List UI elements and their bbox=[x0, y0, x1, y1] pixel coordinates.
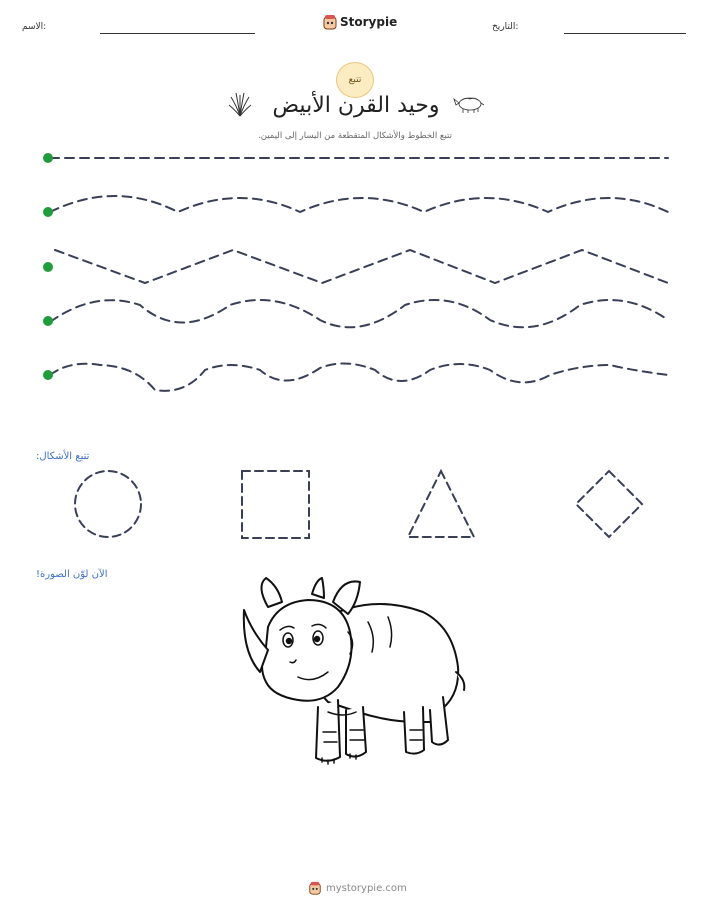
start-dot bbox=[43, 153, 53, 163]
tracing-shapes bbox=[0, 465, 709, 540]
footer bbox=[308, 881, 407, 895]
trace-shape-triangle[interactable] bbox=[408, 471, 474, 537]
storypie-logo-icon bbox=[323, 14, 337, 30]
tracing-lines bbox=[0, 140, 709, 400]
trace-line-wave[interactable] bbox=[50, 300, 668, 327]
trace-shape-square[interactable] bbox=[242, 471, 309, 538]
footer-url[interactable]: mystorypie.com bbox=[326, 882, 407, 894]
rhino-coloring-image[interactable] bbox=[238, 572, 470, 768]
date-line[interactable] bbox=[564, 33, 686, 34]
start-dot bbox=[43, 370, 53, 380]
trace-shape-diamond[interactable] bbox=[576, 471, 642, 537]
rhino-icon bbox=[452, 94, 486, 114]
trace-line-tight-wave[interactable] bbox=[50, 363, 668, 390]
storypie-logo-icon bbox=[308, 881, 322, 895]
trace-line-gentle-wave[interactable] bbox=[50, 196, 668, 212]
brand-name: Storypie bbox=[340, 15, 398, 29]
grass-icon bbox=[228, 91, 252, 117]
start-dot bbox=[43, 316, 53, 326]
trace-shape-circle[interactable] bbox=[75, 471, 141, 537]
brand bbox=[323, 14, 397, 30]
date-label: التاريخ: bbox=[492, 22, 519, 32]
name-label: الاسم: bbox=[22, 22, 47, 32]
instructions-text: تتبع الخطوط والأشكال المتقطعة من اليسار إلى اليمين. bbox=[258, 131, 452, 141]
shapes-section-label: تتبع الأشكال: bbox=[36, 451, 90, 462]
start-dot bbox=[43, 207, 53, 217]
start-dot bbox=[43, 262, 53, 272]
coloring-section-label: الآن لوّن الصورة! bbox=[36, 569, 108, 580]
trace-badge-label: تتبع bbox=[348, 75, 362, 85]
name-line[interactable] bbox=[100, 33, 255, 34]
page-title: وحيد القرن الأبيض bbox=[272, 93, 440, 118]
trace-line-zigzag[interactable] bbox=[55, 250, 668, 283]
